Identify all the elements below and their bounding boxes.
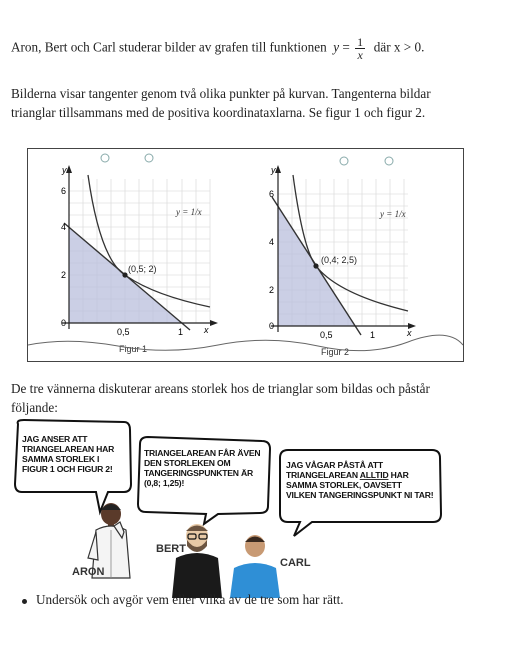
carl-speech-bubble [280, 450, 441, 536]
figure-panel [27, 148, 464, 362]
tangent-point-2 [313, 263, 318, 268]
decor-circle [101, 154, 109, 162]
intro-condition: där x > 0. [373, 39, 425, 55]
tangent-point-1 [122, 272, 127, 277]
y-tick-2: 2 [269, 285, 275, 295]
figure-1 [61, 165, 218, 354]
y-tick-0: 0 [61, 318, 67, 328]
x-tick-1: 1 [370, 330, 376, 340]
y-tick-2: 2 [61, 270, 67, 280]
func-y: y [333, 39, 340, 55]
func-eq: = [342, 39, 350, 55]
bert-bubble-line: DEN STORLEKEN OM [144, 458, 231, 468]
x-axis-label-2: x [407, 328, 412, 338]
aron-name: ARON [72, 566, 105, 578]
paragraph-line: trianglar tillsammans med de positiva koordinataxlarna. Se figur 1 och figur 2. [11, 105, 426, 120]
func-numerator: 1 [357, 35, 364, 49]
carl-bubble-line: VILKEN TANGERINGSPUNKT NI TAR! [286, 490, 434, 500]
torn-edge [28, 335, 463, 350]
point-label-1: (0,5; 2) [128, 264, 157, 274]
paragraph-line: följande: [11, 400, 58, 415]
x-tick-1: 1 [178, 327, 184, 337]
figures-svg [28, 149, 463, 361]
y-tick-0: 0 [269, 321, 275, 331]
aron-bubble-line: FIGUR 1 OCH FIGUR 2! [22, 464, 113, 474]
carl-character [230, 535, 280, 598]
bert-character [172, 524, 222, 598]
paragraph-tangents [11, 84, 431, 122]
carl-bubble-span: TRIANGELAREAN [286, 470, 360, 480]
carl-bubble-span: HAR [388, 470, 409, 480]
aron-speech-bubble [15, 420, 131, 512]
bert-speech-bubble [138, 437, 270, 524]
decor-circle [145, 154, 153, 162]
comic-illustration [0, 418, 509, 598]
y-tick-6: 6 [61, 186, 67, 196]
x-axis-label-1: x [204, 325, 209, 335]
paragraph-line: De tre vännerna diskuterar areans storlek hos de trianglar som bildas och påstår [11, 381, 430, 396]
decor-circle [385, 157, 393, 165]
carl-bubble-line [286, 470, 410, 480]
point-label-2: (0,4; 2,5) [321, 255, 358, 265]
paragraph-discussion [11, 379, 430, 417]
aron-bubble-line: SAMMA STORLEK I [22, 454, 100, 464]
y-tick-6: 6 [269, 189, 275, 199]
bert-name: BERT [156, 543, 186, 555]
x-tick-05: 0,5 [320, 330, 333, 340]
aron-bubble-line: JAG ANSER ATT [22, 434, 88, 444]
y-axis-label-1: y [62, 165, 67, 175]
carl-bubble-line: SAMMA STORLEK, OAVSETT [286, 480, 402, 490]
func-label-2: y = 1/x [380, 209, 406, 219]
x-tick-05: 0,5 [117, 327, 130, 337]
figure-1-caption: Figur 1 [119, 344, 148, 354]
y-tick-4: 4 [61, 222, 67, 232]
bert-bubble-line: (0,8; 1,25)! [144, 478, 185, 488]
func-denominator: x [357, 48, 363, 62]
y-axis-label-2: y [271, 165, 276, 175]
y-tick-4: 4 [269, 237, 275, 247]
figure-2-caption: Figur 2 [321, 347, 350, 357]
carl-bubble-line: JAG VÅGAR PÅSTÅ ATT [286, 460, 383, 470]
func-fraction [355, 36, 365, 61]
aron-bubble-line: TRIANGELAREAN HAR [22, 444, 115, 454]
carl-name: CARL [280, 557, 311, 569]
task-bullet: Undersök och avgör vem eller vilka av de tre som har rätt. [36, 592, 344, 607]
intro-text: Aron, Bert och Carl studerar bilder av grafen till funktionen [11, 39, 327, 55]
paragraph-line: Bilderna visar tangenter genom två olika punkter på kurvan. Tangenterna bildar [11, 86, 431, 101]
func-label-1: y = 1/x [176, 207, 202, 217]
bert-bubble-line: TANGERINGSPUNKTEN ÄR [144, 468, 253, 478]
carl-bubble-emphasis: ALLTID [359, 470, 389, 480]
decor-circle [340, 157, 348, 165]
intro-line [11, 36, 424, 61]
figure-2 [269, 165, 416, 357]
bert-bubble-line: TRIANGELAREAN FÅR ÄVEN [144, 448, 261, 458]
